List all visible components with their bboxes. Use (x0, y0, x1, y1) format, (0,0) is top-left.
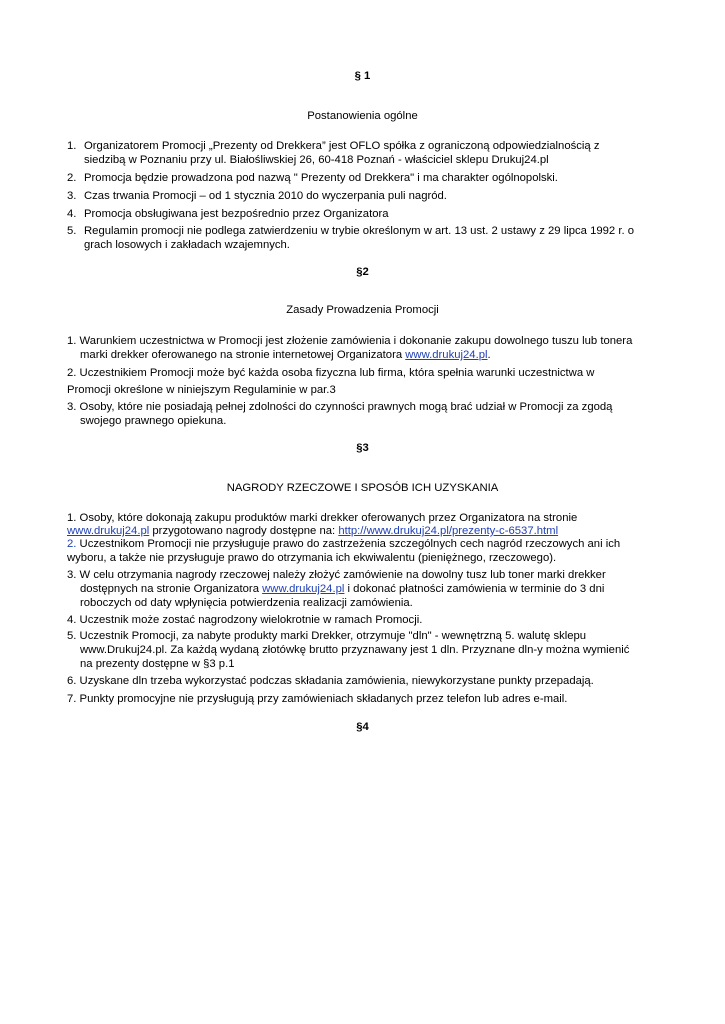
list-item-text: siedzibą w Poznaniu przy ul. Białośliwskiej 26, 60-418 Poznań - właściciel sklepu Drukuj24.pl (84, 154, 549, 166)
paragraph-text: 3. Osoby, które nie posiadają pełnej zdolności do czynności prawnych mogą brać udział w Promocji za zgodą (67, 401, 613, 413)
paragraph-text: 1. Osoby, które dokonają zakupu produktów marki drekker oferowanych przez Organizatora na stronie (67, 512, 578, 524)
paragraph-number: 2. (67, 538, 77, 550)
paragraph-text: wyboru, a także nie przysługuje prawo do otrzymania ich ekwiwalentu (pieniężnego, rzeczowego). (67, 552, 557, 564)
paragraph-text: 4. Uczestnik może zostać nagrodzony wielokrotnie w ramach Promocji. (67, 614, 423, 626)
paragraph-text (67, 537, 620, 551)
list-item-text: Promocja będzie prowadzona pod nazwą " Prezenty od Drekkera" i ma charakter ogólnopolski. (84, 172, 558, 184)
section-1-heading: § 1 (354, 70, 371, 82)
paragraph-text: Promocji określone w niniejszym Regulaminie w par.3 (67, 384, 336, 396)
list-item-text: Regulamin promocji nie podlega zatwierdzeniu w trybie określonym w art. 13 ust. 2 ustawy z 29 lipca 1992 r. o (84, 225, 635, 237)
paragraph-text (80, 582, 604, 596)
paragraph-text (67, 524, 558, 538)
paragraph-fragment: i dokonać płatności zamówienia w terminie do 3 dni (344, 583, 605, 595)
section-3-title: NAGRODY RZECZOWE I SPOSÓB ICH UZYSKANIA (226, 482, 499, 494)
paragraph-text: 1. Warunkiem uczestnictwa w Promocji jest złożenie zamówienia i dokonanie zakupu dowolnego tuszu lub tonera (67, 335, 633, 347)
paragraph-fragment: . (487, 349, 491, 361)
list-item-number: 2. (67, 172, 77, 184)
list-item-text: Organizatorem Promocji „Prezenty od Drekkera” jest OFLO spółka z ograniczoną odpowiedzialnością z (84, 140, 600, 152)
list-item-text: grach losowych i zakładach wzajemnych. (84, 239, 290, 251)
paragraph-text: swojego prawnego opiekuna. (80, 415, 227, 427)
paragraph-text: 6. Uzyskane dln trzeba wykorzystać podczas składania zamówienia, niewykorzystane punkty przepadają. (67, 675, 594, 687)
section-2-title: Zasady Prowadzenia Promocji (286, 304, 439, 316)
paragraph-text: 3. W celu otrzymania nagrody rzeczowej należy złożyć zamówienie na dowolny tusz lub toner marki drekker (67, 569, 606, 581)
drukuj24-link[interactable]: www.drukuj24.pl (67, 525, 150, 537)
paragraph-text: roboczych od daty wpłynięcia potwierdzenia realizacji zamówienia. (80, 597, 413, 609)
list-item-number: 4. (67, 208, 77, 220)
list-item-text: Promocja obsługiwana jest bezpośrednio przez Organizatora (84, 208, 389, 220)
list-item-number: 5. (67, 225, 77, 237)
paragraph-fragment: przygotowano nagrody dostępne na: (149, 525, 339, 537)
list-item-number: 3. (67, 190, 77, 202)
paragraph-text: www.Drukuj24.pl. Za każdą wydaną złotówkę brutto przyznawany jest 1 dln. Przyznane dln-y można wymienić (80, 644, 630, 656)
paragraph-text: na prezenty dostępne w §3 p.1 (80, 658, 235, 670)
paragraph-text (80, 348, 491, 362)
paragraph-fragment: dostępnych na stronie Organizatora (80, 583, 263, 595)
list-item-text: Czas trwania Promocji – od 1 stycznia 2010 do wyczerpania puli nagród. (84, 190, 447, 202)
paragraph-text: 2. Uczestnikiem Promocji może być każda osoba fizyczna lub firma, która spełnia warunki uczestnictwa w (67, 367, 595, 379)
paragraph-fragment: marki drekker oferowanego na stronie internetowej Organizatora (80, 349, 406, 361)
drukuj24-link[interactable]: www.drukuj24.pl (405, 349, 488, 361)
prezenty-link[interactable]: http://www.drukuj24.pl/prezenty-c-6537.html (338, 525, 559, 537)
paragraph-text: 5. Uczestnik Promocji, za nabyte produkty marki Drekker, otrzymuje "dln" - wewnętrzną 5. walutę sklepu (67, 630, 587, 642)
section-1-title: Postanowienia ogólne (307, 110, 418, 122)
section-4-heading: §4 (356, 721, 369, 733)
section-3-heading: §3 (356, 442, 369, 454)
paragraph-text: 7. Punkty promocyjne nie przysługują przy zamówieniach składanych przez telefon lub adres e-mail. (67, 693, 568, 705)
section-2-heading: §2 (356, 266, 369, 278)
drukuj24-link[interactable]: www.drukuj24.pl (262, 583, 345, 595)
paragraph-fragment: Uczestnikom Promocji nie przysługuje prawo do zastrzeżenia szczególnych cech nagród rzeczowych ani ich (76, 538, 621, 550)
list-item-number: 1. (67, 140, 77, 152)
